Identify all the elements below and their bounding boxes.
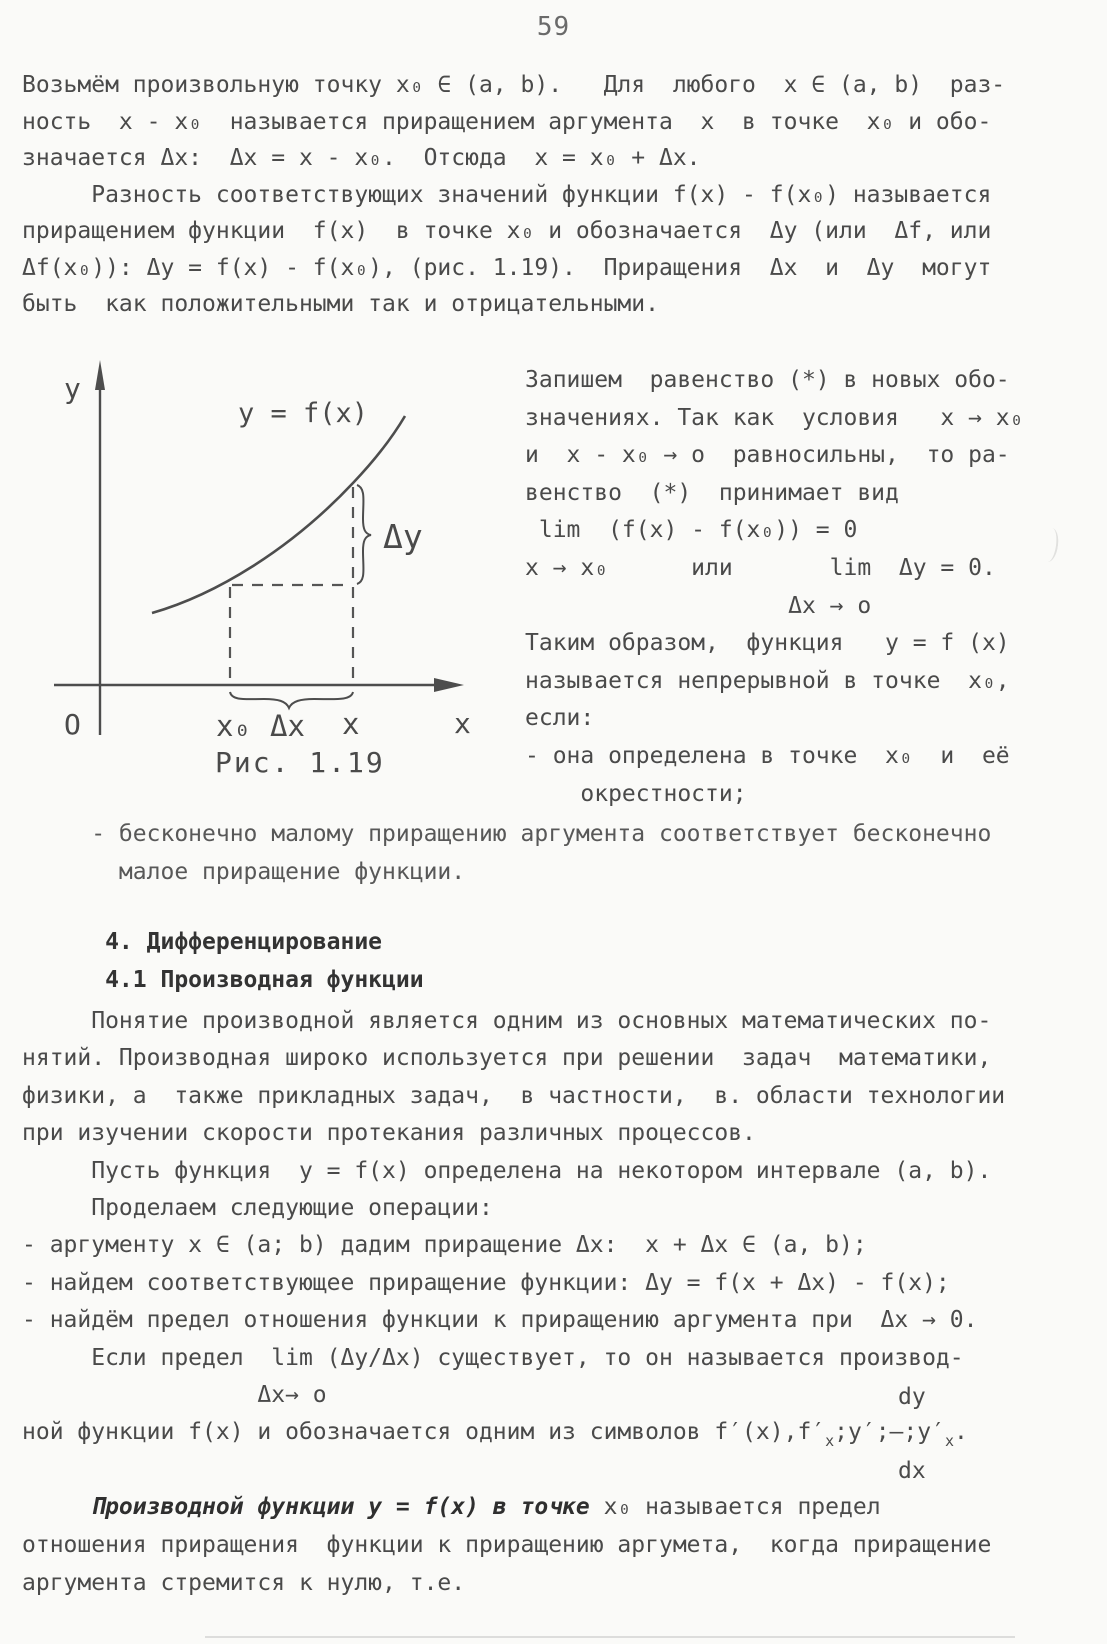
formula-line: lim (f(x) - f(x₀)) = 0 <box>525 517 858 544</box>
text-line: при изучении скорости протекания различных процессов. <box>22 1120 756 1147</box>
text-line: значениях. Так как условия x → x₀ <box>525 404 1024 431</box>
text-line: Проделаем следующие операции: <box>22 1194 493 1221</box>
text-line: Δf(x₀)): Δy = f(x) - f(x₀), (рис. 1.19). Приращения Δx и Δy могут <box>22 254 992 281</box>
text-line: Возьмём произвольную точку x₀ ∈ (a, b). Для любого x ∈ (a, b) раз- <box>22 72 1006 98</box>
scan-artifact-line <box>205 1636 1015 1638</box>
formula-line: x → x₀ или lim Δy = 0. <box>525 554 996 581</box>
symbols-text: ной функции f(x) и обозначается одним из символов f′(x),f′ <box>22 1419 826 1446</box>
text-line: значается Δx: Δx = x - x₀. Отсюда x = x₀ + Δx. <box>22 145 701 171</box>
paragraph-continuity-column <box>525 369 1024 820</box>
section-heading: 4. Дифференцирование <box>22 929 383 955</box>
formula-line: Δx → о <box>525 592 872 619</box>
list-item: - найдем соответствующее приращение функции: Δy = f(x + Δx) - f(x); <box>22 1269 950 1296</box>
symbols-text: ;y′;—;y′ <box>834 1419 945 1446</box>
text-line: Разность соответствующих значений функции f(x) - f(x₀) называется <box>22 181 992 208</box>
definition-line <box>22 1496 991 1534</box>
text-line: Пусть функция y = f(x) определена на некотором интервале (a, b). <box>22 1157 992 1184</box>
delta-y-label: Δy <box>383 517 423 556</box>
curve-equation-label: y = f(x) <box>238 398 369 429</box>
section-headers <box>22 931 424 1007</box>
x0-label: x₀ <box>216 709 251 743</box>
text-line: венство (*) принимает вид <box>525 479 899 506</box>
formula-line-derivative-symbols <box>22 1421 1005 1458</box>
fraction-denominator-dx: dx <box>898 1458 926 1484</box>
subsection-heading: 4.1 Производная функции <box>22 967 424 993</box>
text-line: ность x - x₀ называется приращением аргумента x в точке x₀ и обо- <box>22 108 992 135</box>
list-item: - аргументу x ∈ (a; b) дадим приращение Δx: x + Δx ∈ (a, b); <box>22 1232 867 1259</box>
figure-1-19 <box>40 350 510 782</box>
delta-y-brace <box>357 485 371 584</box>
x-axis-arrow-icon <box>434 678 464 692</box>
delta-x-brace <box>230 692 353 708</box>
y-axis-label: y <box>64 372 81 405</box>
text-line: быть как положительными так и отрицательными. <box>22 291 659 317</box>
paragraph-derivative-definition <box>22 1496 991 1610</box>
fraction-numerator-dy: dy <box>898 1384 926 1410</box>
function-increment-diagram <box>40 350 510 782</box>
text-line: приращением функции f(x) в точке x₀ и обозначается Δy (или Δf, или <box>22 218 992 244</box>
figure-caption: Рис. 1.19 <box>215 746 385 779</box>
definition-rest: x₀ называется предел <box>603 1494 881 1520</box>
text-line: физики, а также прикладных задач, в частности, в. области технологии <box>22 1082 1006 1109</box>
paragraph-bullet-continuation <box>22 823 991 898</box>
text-line: нятий. Производная широко используется при решении задач математики, <box>22 1045 992 1072</box>
list-item: малое приращение функции. <box>22 858 466 885</box>
text-line: Если предел lim (Δy/Δx) существует, то он называется производ- <box>22 1344 964 1371</box>
list-item: - она определена в точке x₀ и её <box>525 742 1010 769</box>
origin-label: O <box>64 708 81 741</box>
page-number: 59 <box>536 12 571 42</box>
text-line: если: <box>525 705 595 732</box>
list-item: окрестности; <box>525 780 747 807</box>
text-line: аргумента стремится к нулю, т.е. <box>22 1570 466 1596</box>
list-item: - найдём предел отношения функции к приращению аргумента при Δx → 0. <box>22 1307 978 1334</box>
scan-artifact-smudge <box>1040 527 1061 563</box>
list-item: - бесконечно малому приращению аргумента соответствует бесконечно <box>22 821 992 847</box>
text-line: и x - x₀ → о равносильны, то ра- <box>525 442 1010 469</box>
y-axis-arrow-icon <box>95 360 105 390</box>
text-line: Таким образом, функция y = f (x) <box>525 630 1010 657</box>
definition-emphasis: Производной функции y = f(x) в точке <box>22 1494 604 1520</box>
x-point-label: x <box>342 707 360 741</box>
subscript-x: x <box>944 1432 954 1451</box>
x-axis-label: x <box>454 707 471 740</box>
text-line: Понятие производной является одним из основных математических по- <box>22 1008 992 1034</box>
text-line: называется непрерывной в точке x₀, <box>525 667 1010 694</box>
text-line: Запишем равенство (*) в новых обо- <box>525 367 1010 393</box>
text-line: отношения приращения функции к приращению аргумета, когда приращение <box>22 1532 992 1558</box>
paragraph-increment-definition <box>22 74 1005 330</box>
function-curve <box>152 416 405 613</box>
symbols-text: . <box>953 1419 968 1446</box>
formula-line: Δx→ о <box>22 1381 327 1408</box>
delta-x-label: Δx <box>270 709 305 743</box>
paragraph-derivative-intro <box>22 1010 1005 1459</box>
subscript-x: x <box>825 1432 835 1451</box>
